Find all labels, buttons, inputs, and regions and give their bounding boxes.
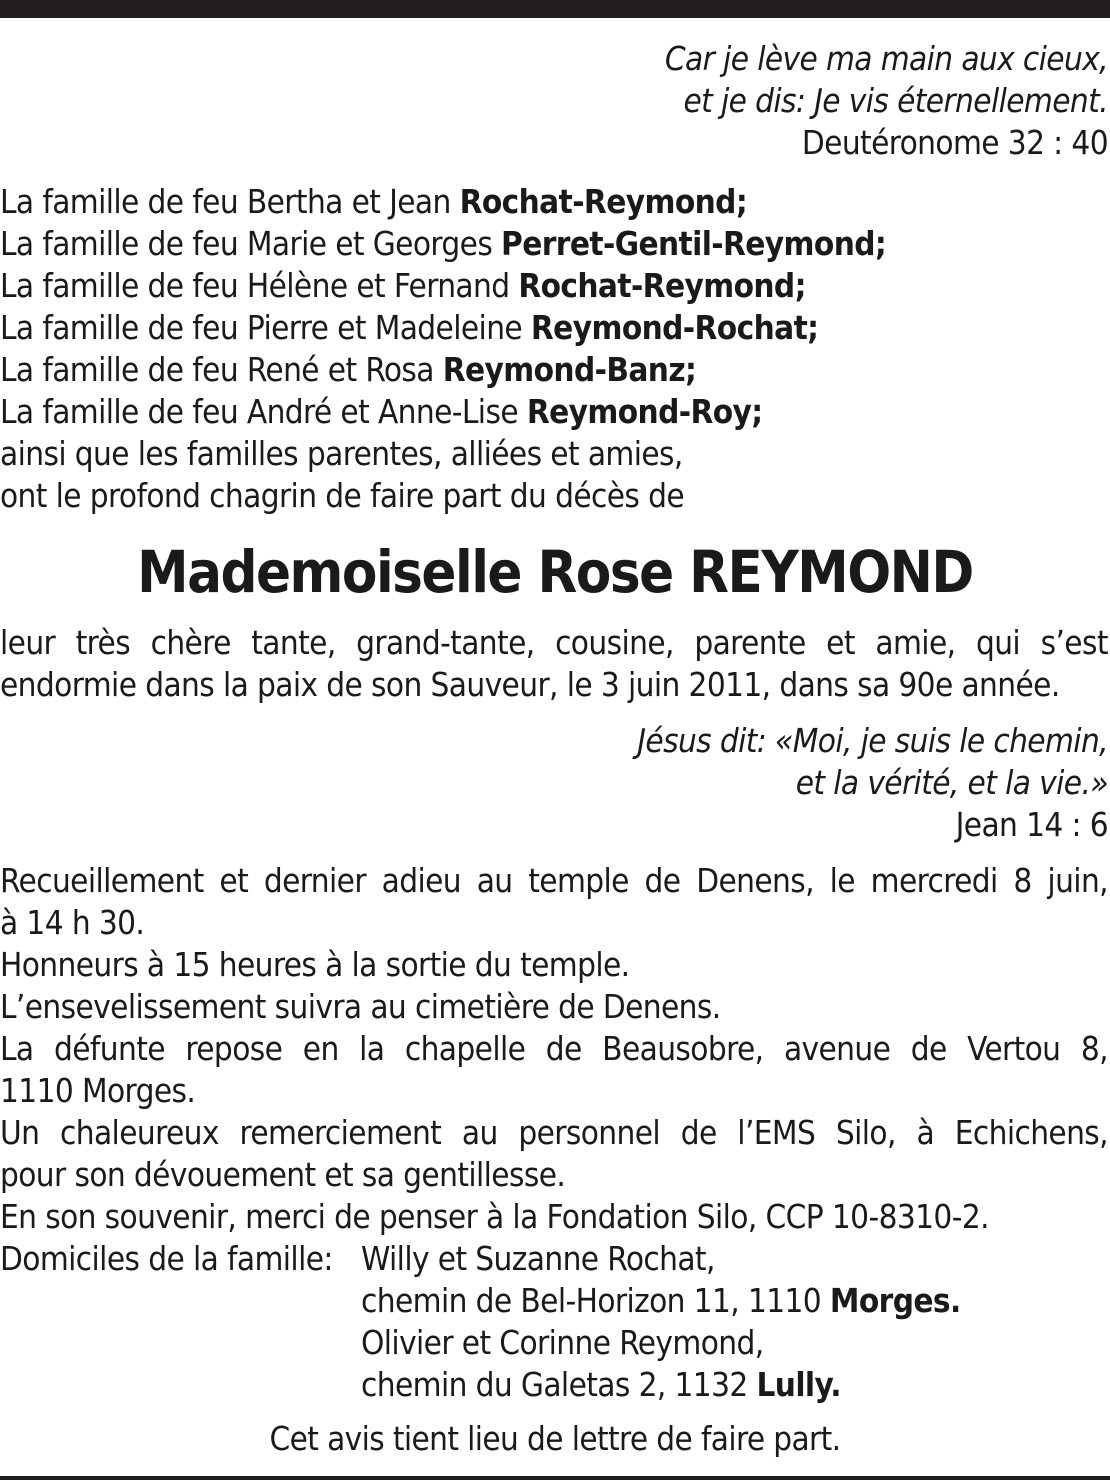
thanks-line-1: [0, 1112, 1108, 1154]
word: de: [545, 1029, 582, 1068]
word: remerciement: [239, 1113, 442, 1152]
family-line: [0, 223, 886, 265]
word: Vertou: [967, 1029, 1061, 1068]
word: chaleureux: [60, 1113, 219, 1152]
word: de: [910, 1029, 947, 1068]
word: personnel: [518, 1113, 661, 1152]
intro-line-2: ont le profond chagrin de faire part du décès de: [0, 476, 685, 515]
address-text: chemin du Galetas 2, 1132: [361, 1365, 757, 1404]
word: très: [75, 623, 131, 662]
family-name: Reymond-Banz;: [442, 350, 697, 389]
word: 8: [1013, 861, 1032, 900]
domicile-names: Olivier et Corinne Reymond,: [361, 1323, 764, 1362]
epigraph-reference: Deutéronome 32 : 40: [801, 123, 1108, 162]
epigraph-line-2: et je dis: Je vis éternellement.: [683, 81, 1108, 120]
word: amie,: [875, 623, 956, 662]
word: Recueillement: [0, 861, 204, 900]
family-name: Perret-Gentil-Reymond;: [501, 224, 887, 263]
family-name: Rochat-Reymond;: [518, 266, 806, 305]
domicile-address: [361, 1364, 841, 1406]
word: juin,: [1047, 861, 1108, 900]
domiciles-label: Domiciles de la famille:: [0, 1239, 333, 1278]
ceremony-line-1: [0, 860, 1108, 902]
word: au: [476, 861, 513, 900]
word: à: [916, 1113, 935, 1152]
word: leur: [0, 623, 56, 662]
word: parente: [694, 623, 806, 662]
verse-line-2: et la vérité, et la vie.»: [795, 763, 1108, 802]
thanks-line-2: pour son dévouement et sa gentillesse.: [0, 1155, 566, 1194]
family-name: Rochat-Reymond;: [459, 182, 748, 221]
family-line: [0, 181, 747, 223]
top-rule: [0, 0, 1110, 18]
word: s’est: [1040, 623, 1108, 662]
bottom-rule: [0, 1476, 1110, 1480]
word: La: [0, 1029, 34, 1068]
family-line: [0, 307, 818, 349]
word: défunte: [54, 1029, 165, 1068]
word: et: [826, 623, 855, 662]
closing-line: Cet avis tient lieu de lettre de faire part.: [269, 1419, 841, 1458]
family-line: [0, 265, 806, 307]
word: la: [359, 1029, 385, 1068]
word: Denens,: [696, 861, 814, 900]
word: tante,: [251, 623, 336, 662]
description-line-1: [0, 622, 1108, 664]
honours-line: Honneurs à 15 heures à la sortie du temple.: [0, 945, 630, 984]
word: 8,: [1080, 1029, 1108, 1068]
word: l’EMS: [737, 1113, 816, 1152]
address-city: Lully.: [756, 1365, 841, 1404]
word: mercredi: [870, 861, 998, 900]
address-city: Morges.: [829, 1281, 961, 1320]
word: en: [302, 1029, 339, 1068]
family-name: Reymond-Rochat;: [530, 308, 819, 347]
word: adieu: [381, 861, 462, 900]
word: avenue: [783, 1029, 891, 1068]
word: cousine,: [555, 623, 674, 662]
word: Beausobre,: [602, 1029, 764, 1068]
word: de: [680, 1113, 717, 1152]
burial-line: L’ensevelissement suivra au cimetière de Denens.: [0, 987, 721, 1026]
family-prefix: La famille de feu Pierre et Madeleine: [0, 308, 531, 347]
word: le: [829, 861, 855, 900]
family-prefix: La famille de feu André et Anne-Lise: [0, 392, 527, 431]
word: et: [219, 861, 249, 900]
word: Silo,: [835, 1113, 896, 1152]
verse-reference: Jean 14 : 6: [955, 805, 1108, 844]
donation-line: En son souvenir, merci de penser à la Fondation Silo, CCP 10-8310-2.: [0, 1197, 989, 1236]
word: grand-tante,: [356, 623, 535, 662]
word: Un: [0, 1113, 40, 1152]
word: au: [461, 1113, 498, 1152]
verse-line-1: Jésus dit: «Moi, je suis le chemin,: [637, 721, 1108, 760]
epigraph-line-1: Car je lève ma main aux cieux,: [664, 39, 1108, 78]
family-prefix: La famille de feu Bertha et Jean: [0, 182, 460, 221]
word: dernier: [263, 861, 366, 900]
domicile-names: Willy et Suzanne Rochat,: [361, 1239, 715, 1278]
word: qui: [975, 623, 1021, 662]
word: Echichens,: [954, 1113, 1108, 1152]
word: temple: [528, 861, 629, 900]
family-name: Reymond-Roy;: [526, 392, 763, 431]
description-line-2: endormie dans la paix de son Sauveur, le 3 juin 2011, dans sa 90e année.: [0, 665, 1060, 704]
family-line: [0, 349, 696, 391]
family-prefix: La famille de feu Hélène et Fernand: [0, 266, 519, 305]
word: repose: [185, 1029, 283, 1068]
family-line: [0, 391, 763, 433]
word: chère: [150, 623, 231, 662]
family-prefix: La famille de feu René et Rosa: [0, 350, 443, 389]
domicile-address: [361, 1280, 961, 1322]
word: chapelle: [404, 1029, 526, 1068]
family-prefix: La famille de feu Marie et Georges: [0, 224, 502, 263]
address-text: chemin de Bel-Horizon 11, 1110: [361, 1281, 830, 1320]
rest-line-1: [0, 1028, 1108, 1070]
deceased-name: Mademoiselle Rose REYMOND: [137, 539, 973, 606]
rest-line-2: 1110 Morges.: [0, 1071, 196, 1110]
ceremony-line-2: à 14 h 30.: [0, 903, 145, 942]
word: de: [644, 861, 681, 900]
intro-line-1: ainsi que les familles parentes, alliées et amies,: [0, 434, 683, 473]
